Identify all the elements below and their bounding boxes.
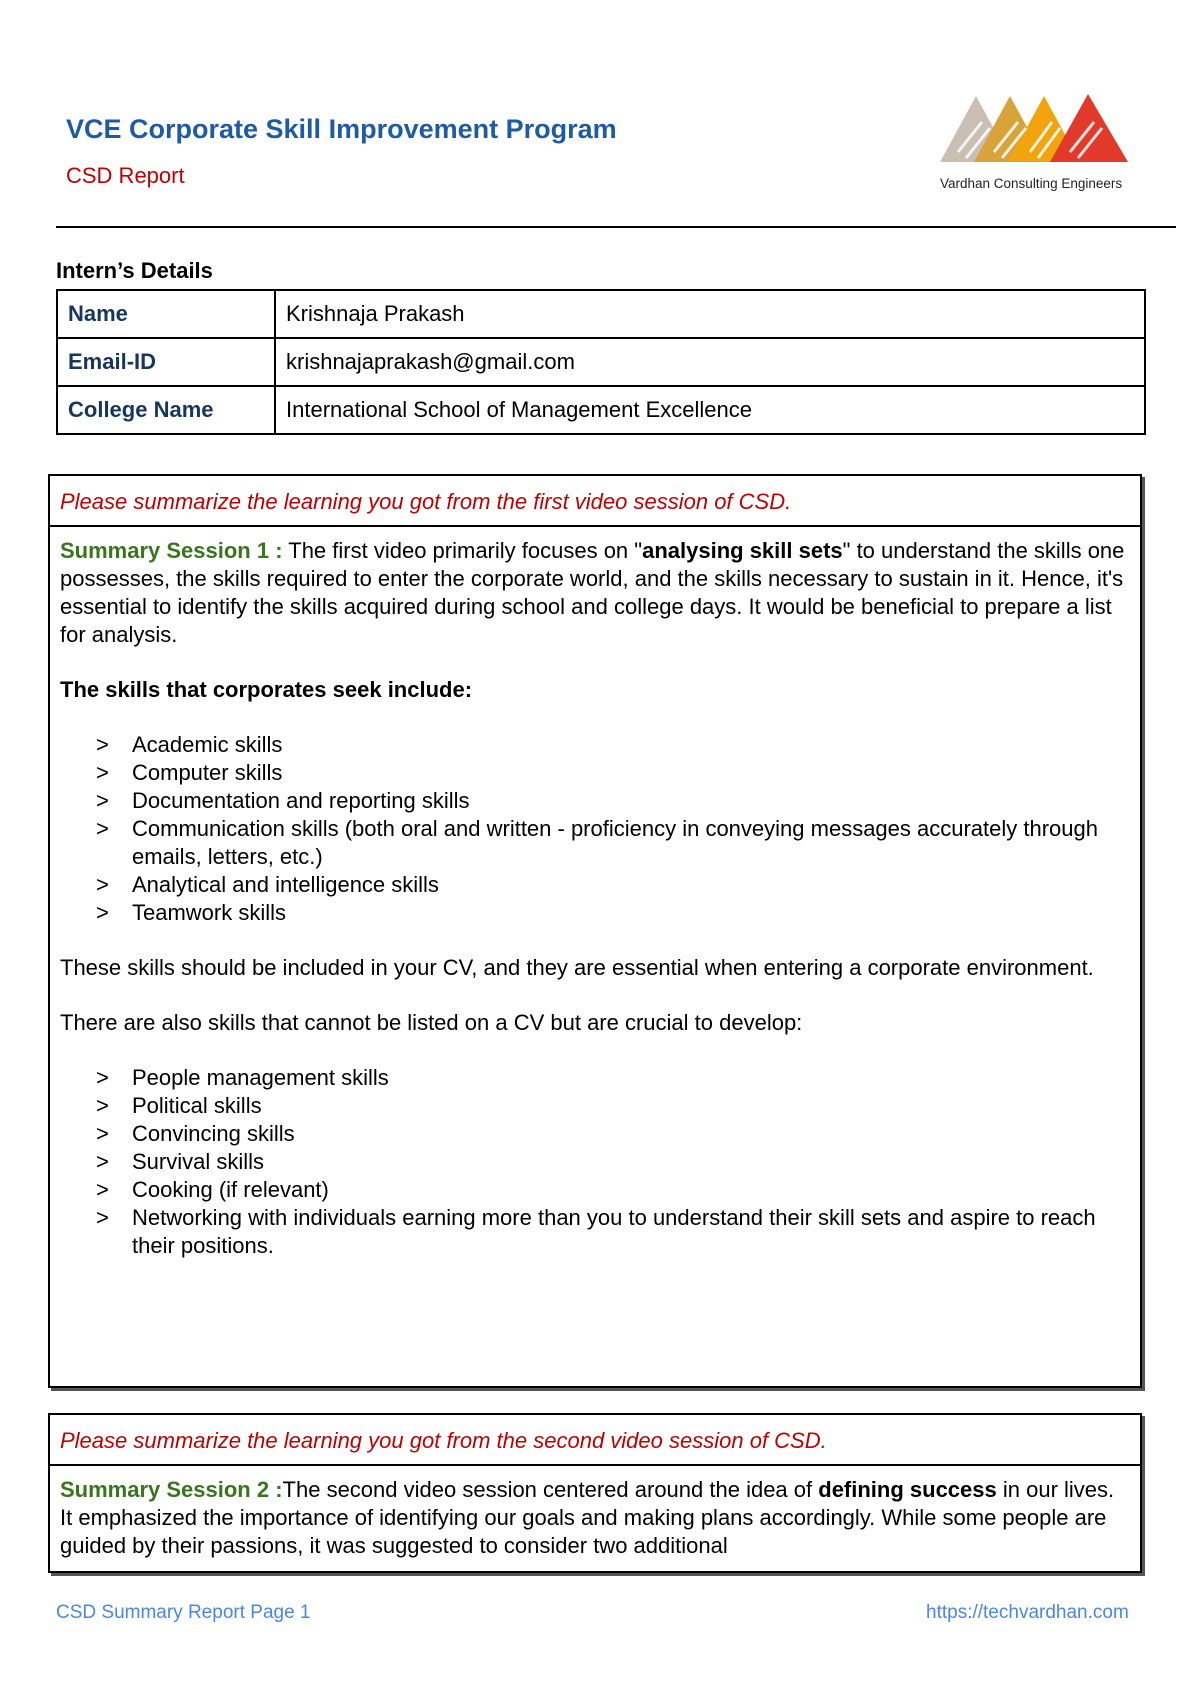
- session2-text-before: The second video session centered around the idea of: [282, 1477, 819, 1502]
- svg-text:Vardhan Consulting Engineers: Vardhan Consulting Engineers: [940, 176, 1123, 191]
- table-row: [57, 290, 1145, 338]
- name-label: Name: [57, 290, 275, 338]
- skill-text: Documentation and reporting skills: [132, 788, 470, 813]
- session1-intro-after: " to understand the skills one possesses, the skills required to enter the corporate world, and the skills necessary to sustain in it. Hence, it's essential to identify the skills acquired during school and college days. It would be beneficial to prepare a list for analysis.: [60, 538, 1125, 647]
- page-title: VCE Corporate Skill Improvement Program: [66, 114, 617, 144]
- arrow-bullet-icon: >: [96, 788, 109, 813]
- skill-text: Communication skills (both oral and written - proficiency in conveying messages accurately through emails, letters, etc.): [132, 816, 1099, 869]
- list-item: [60, 759, 1130, 787]
- session2-text: [60, 1476, 1130, 1560]
- skill-text: Cooking (if relevant): [132, 1177, 329, 1202]
- session2-content: [50, 1466, 1140, 1560]
- skill-text: Networking with individuals earning more than you to understand their skill sets and aspire to reach their positions.: [132, 1205, 1096, 1258]
- skill-text: Teamwork skills: [132, 900, 287, 925]
- arrow-bullet-icon: >: [96, 816, 109, 841]
- list-item: [60, 899, 1130, 927]
- list-item: [60, 1176, 1130, 1204]
- list-item: [60, 787, 1130, 815]
- email-label: Email-ID: [57, 338, 275, 386]
- footer-page-label: CSD Summary Report Page 1: [56, 1602, 311, 1623]
- skill-text: Survival skills: [132, 1149, 265, 1174]
- company-logo: [938, 92, 1134, 202]
- skill-text: Analytical and intelligence skills: [132, 872, 439, 897]
- session1-box: [48, 474, 1142, 1388]
- mountains-logo-icon: [938, 92, 1134, 202]
- list-item: [60, 1204, 1130, 1260]
- college-label: College Name: [57, 386, 275, 434]
- other-skills-list: [60, 1064, 1130, 1260]
- session2-box: [48, 1413, 1142, 1573]
- skills-heading: The skills that corporates seek include:: [60, 677, 473, 702]
- interns-details-heading: Intern’s Details: [56, 258, 213, 283]
- list-item: [60, 1148, 1130, 1176]
- session1-intro: [60, 537, 1130, 649]
- name-value: Krishnaja Prakash: [275, 290, 1145, 338]
- cv-note: These skills should be included in your CV, and they are essential when entering a corporate environment.: [60, 955, 1094, 980]
- skill-text: Computer skills: [132, 760, 283, 785]
- college-value: International School of Management Excellence: [275, 386, 1145, 434]
- skill-text: Academic skills: [132, 732, 283, 757]
- skill-text: Convincing skills: [132, 1121, 295, 1146]
- email-value: krishnajaprakash@gmail.com: [275, 338, 1145, 386]
- page-subtitle: CSD Report: [66, 163, 185, 188]
- skill-text: People management skills: [132, 1065, 389, 1090]
- corporate-skills-list: [60, 731, 1130, 927]
- skill-text: Political skills: [132, 1093, 262, 1118]
- interns-details-table: [56, 289, 1146, 435]
- list-item: [60, 815, 1130, 871]
- list-item: [60, 1092, 1130, 1120]
- session2-label: Summary Session 2 :: [60, 1477, 283, 1502]
- table-row: [57, 338, 1145, 386]
- list-item: [60, 731, 1130, 759]
- session2-text-after: in our lives. It emphasized the importance of identifying our goals and making plans accordingly. While some people are guided by their passions, it was suggested to consider two additional: [60, 1477, 1115, 1558]
- arrow-bullet-icon: >: [96, 1205, 109, 1230]
- arrow-bullet-icon: >: [96, 1065, 109, 1090]
- footer-website-link[interactable]: https://techvardhan.com: [926, 1602, 1129, 1623]
- other-skills-intro: There are also skills that cannot be listed on a CV but are crucial to develop:: [60, 1010, 803, 1035]
- list-item: [60, 871, 1130, 899]
- session1-intro-before: The first video primarily focuses on ": [282, 538, 643, 563]
- session2-question: Please summarize the learning you got from the second video session of CSD.: [50, 1415, 1140, 1466]
- arrow-bullet-icon: >: [96, 900, 109, 925]
- arrow-bullet-icon: >: [96, 872, 109, 897]
- arrow-bullet-icon: >: [96, 1121, 109, 1146]
- header-divider: [56, 226, 1176, 228]
- list-item: [60, 1064, 1130, 1092]
- arrow-bullet-icon: >: [96, 1149, 109, 1174]
- table-row: [57, 386, 1145, 434]
- arrow-bullet-icon: >: [96, 1093, 109, 1118]
- session2-text-bold: defining success: [818, 1477, 997, 1502]
- arrow-bullet-icon: >: [96, 1177, 109, 1202]
- session1-content: [50, 527, 1140, 1260]
- session1-label: Summary Session 1 :: [60, 538, 283, 563]
- arrow-bullet-icon: >: [96, 760, 109, 785]
- session1-question: Please summarize the learning you got from the first video session of CSD.: [50, 476, 1140, 527]
- session1-intro-bold: analysing skill sets: [642, 538, 843, 563]
- arrow-bullet-icon: >: [96, 732, 109, 757]
- list-item: [60, 1120, 1130, 1148]
